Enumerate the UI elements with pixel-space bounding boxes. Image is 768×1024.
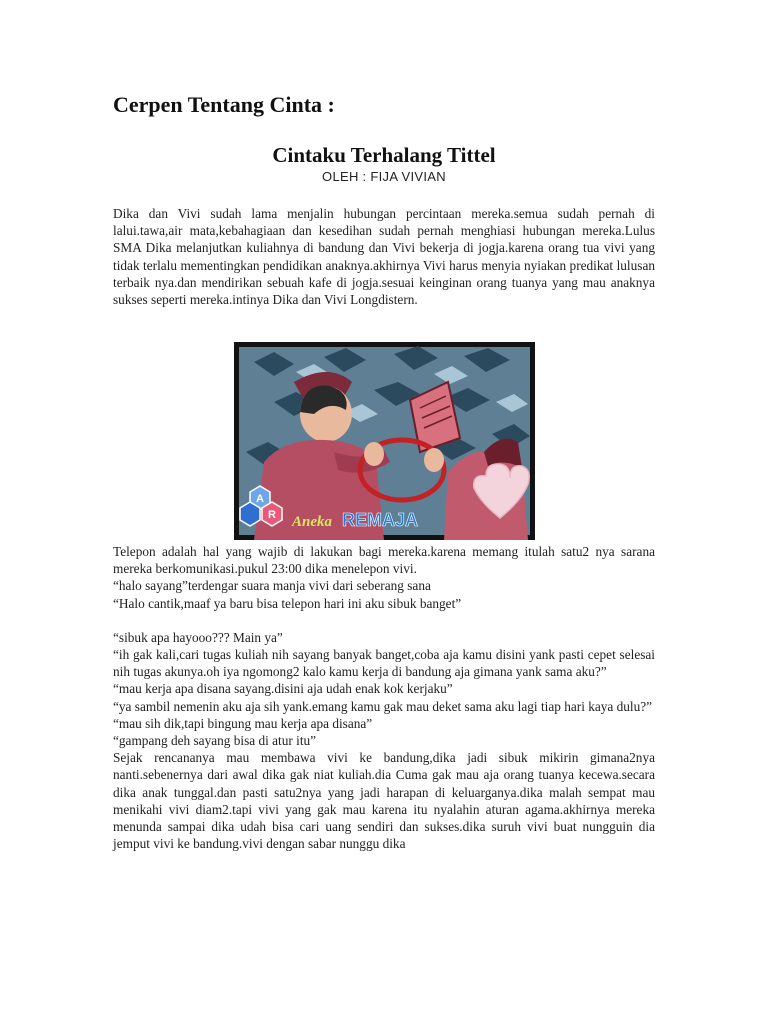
logo-letter-r: R — [268, 509, 276, 521]
story-illustration — [234, 342, 535, 540]
dialogue-line: “ya sambil nemenin aku aja sih yank.emang kamu gak mau deket sama aku lagi tiap hari kaya dulu?” — [113, 698, 653, 714]
document-heading: Cerpen Tentang Cinta : — [113, 92, 335, 117]
dialogue-line: “halo sayang”terdengar suara manja vivi dari seberang sana — [113, 578, 431, 594]
dialogue-line: “Halo cantik,maaf ya baru bisa telepon hari ini aku sibuk banget” — [113, 595, 462, 611]
logo-letter-a: A — [256, 493, 264, 505]
intro-paragraph: Dika dan Vivi sudah lama menjalin hubungan percintaan mereka.semua sudah pernah di lalui.tawa,air mata,kebahagiaan dan kesedihan sudah pernah menghiasi hubungan mereka.Lulus SMA Dika melanjutkan kuliahnya di bandung dan Vivi bekerja di jogja.karena orang tua vivi yang tidak terlalu mementingkan pendidikan anaknya.akhirnya Vivi harus menyia nyiakan predikat lulusan terbaik nya.dan mendirikan sebuah kafe di jogja.sesuai keinginan orang tuanya yang mau anaknya sukses seperti mereka.intinya Dika dan Vivi Longdistern. — [113, 206, 655, 308]
story-title: Cintaku Terhalang Tittel — [272, 143, 496, 167]
dialogue-line: “mau kerja apa disana sayang.disini aja udah enak kok kerjaku” — [113, 681, 453, 697]
logo-word-aneka: Aneka — [292, 514, 333, 530]
body-paragraph: Telepon adalah hal yang wajib di lakukan bagi mereka.karena memang itulah satu2 nya sarana mereka berkomunikasi.pukul 23:00 dika menelepon vivi. — [113, 544, 655, 577]
body-paragraph: Sejak rencananya mau membawa vivi ke bandung,dika jadi sibuk mikirin gimana2nya nanti.sebenernya dari awal dika gak niat kuliah.dia Cuma gak mau aja orang tuanya kecewa.secara dika anak tunggal.dan pasti satu2nya yang jadi harapan di keluarganya.dika malah sempat mau menikahi vivi diam2.tapi vivi yang gak mau karena itu nyalahin aturan agama.akhirnya mereka menunda sampai dika udah bisa cari uang sendiri dan sukses.dika suruh vivi buat nungguin dia jemput vivi ke bandung.vivi dengan sabar nunggu dika — [113, 750, 655, 852]
dialogue-line: “sibuk apa hayooo??? Main ya” — [113, 629, 283, 645]
paragraph-gap — [113, 612, 655, 629]
dialogue-line: “ih gak kali,cari tugas kuliah nih sayang banyak banget,coba aja kamu disini yank pasti cepet selesai nih tugas akunya.oh iya ngomong2 kalo kamu kerja di bandung aja gimana yank sama aku?” — [113, 647, 655, 680]
story-author: OLEH : FIJA VIVIAN — [322, 169, 446, 184]
dialogue-line: “mau sih dik,tapi bingung mau kerja apa disana” — [113, 715, 373, 731]
story-body — [113, 543, 655, 852]
illustration-graphic — [234, 342, 535, 540]
dialogue-line: “gampang deh sayang bisa di atur itu” — [113, 733, 317, 749]
logo-word-remaja: REMAJA — [342, 510, 419, 530]
